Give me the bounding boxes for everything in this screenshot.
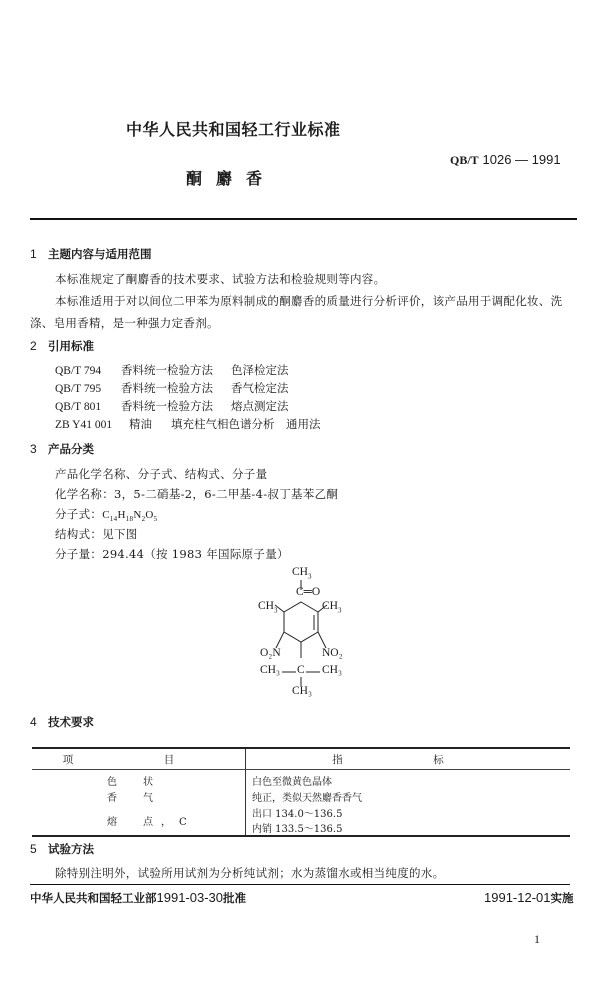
left-nitro-label: O₂N — [260, 647, 281, 659]
chemical-name: 化学名称：3，5-二硝基-2，6-二甲基-4-叔丁基苯乙酮 — [55, 487, 339, 501]
table-row — [32, 770, 570, 789]
carbonyl-label: C═O — [296, 586, 321, 598]
header-rule — [30, 218, 577, 220]
table-header-row — [32, 748, 570, 770]
table-row — [32, 788, 570, 805]
right-nitro-label: NO₂ — [322, 647, 343, 659]
row-item: 熔 点，C — [32, 805, 246, 836]
section-5-paragraph: 除特别注明外，试验所用试剂为分析纯试剂；水为蒸馏水或相当纯度的水。 — [55, 866, 445, 880]
row-item: 色 状 — [107, 777, 161, 788]
structure-note: 结构式：见下图 — [55, 527, 138, 541]
reference-item: QB/T 795 香料统一检验方法 香气检定法 — [55, 381, 289, 395]
standard-organization: 中华人民共和国轻工行业标准 — [126, 120, 341, 139]
row-value — [246, 805, 571, 836]
standard-code — [450, 152, 561, 168]
reference-item: ZB Y41 001 精油 填充柱气相色谱分析 通用法 — [55, 417, 321, 431]
section-1-paragraph-1: 本标准规定了酮麝香的技术要求、试验方法和检验规则等内容。 — [55, 272, 386, 286]
acetyl-methyl-label: $CH_3$ — [292, 566, 312, 581]
standard-prefix: QB/T — [450, 153, 479, 167]
tbutyl-bottom-methyl-label: CH₃ — [292, 685, 312, 697]
structural-formula — [230, 560, 380, 700]
tbutyl-right-methyl-label: CH₃ — [322, 664, 342, 676]
page-number: 1 — [534, 932, 540, 946]
section-5-heading: 5 试验方法 — [30, 842, 94, 856]
approval-line: 中华人民共和国轻工业部1991-03-30批准 — [30, 890, 246, 905]
document-title: 酮麝香 — [186, 169, 277, 188]
column-header-spec: 指 标 — [246, 748, 571, 770]
row-item: 香 气 — [107, 793, 161, 804]
standard-number: 1026 — 1991 — [482, 152, 561, 167]
row-value: 纯正，类似天然麝香香气 — [246, 788, 571, 805]
section-1-paragraph-2: 本标准适用于对以间位二甲苯为原料制成的酮麝香的质量进行分析评价，该产品用于调配化妆、洗 — [55, 294, 563, 308]
value-line: 内销 133.5～136.5 — [252, 824, 343, 835]
section-3-heading: 3 产品分类 — [30, 442, 94, 456]
molecular-weight: 分子量：294.44（按 1983 年国际原子量） — [55, 547, 289, 561]
effective-line: 1991-12-01实施 — [484, 890, 574, 905]
section-1-paragraph-2-cont: 涤、皂用香精，是一种强力定香剂。 — [30, 316, 219, 330]
row-value: 白色至微黄色晶体 — [246, 770, 571, 789]
section-4-heading: 4 技术要求 — [30, 715, 94, 729]
reference-item: QB/T 801 香料统一检验方法 熔点测定法 — [55, 399, 289, 413]
reference-item: QB/T 794 香料统一检验方法 色泽检定法 — [55, 363, 289, 377]
value-line: 出口 134.0～136.5 — [252, 809, 343, 820]
technical-requirements-table — [32, 747, 570, 837]
molecular-formula: 分子式：$C_{14}H_{18}N_2O_5$ — [55, 507, 158, 524]
benzene-ring-icon — [230, 560, 380, 700]
section-1-heading: 1 主题内容与适用范围 — [30, 247, 152, 261]
footer-rule — [30, 884, 570, 885]
left-methyl-label: $CH_3$ — [258, 600, 278, 615]
product-info-intro: 产品化学名称、分子式、结构式、分子量 — [55, 467, 268, 481]
table-row — [32, 805, 570, 836]
section-2-heading: 2 引用标准 — [30, 339, 94, 353]
column-header-item: 项 目 — [32, 748, 246, 770]
tbutyl-left-methyl-label: CH₃ — [260, 664, 280, 676]
tbutyl-center-label: C — [297, 664, 305, 676]
right-methyl-label: $CH_3$ — [322, 600, 342, 615]
